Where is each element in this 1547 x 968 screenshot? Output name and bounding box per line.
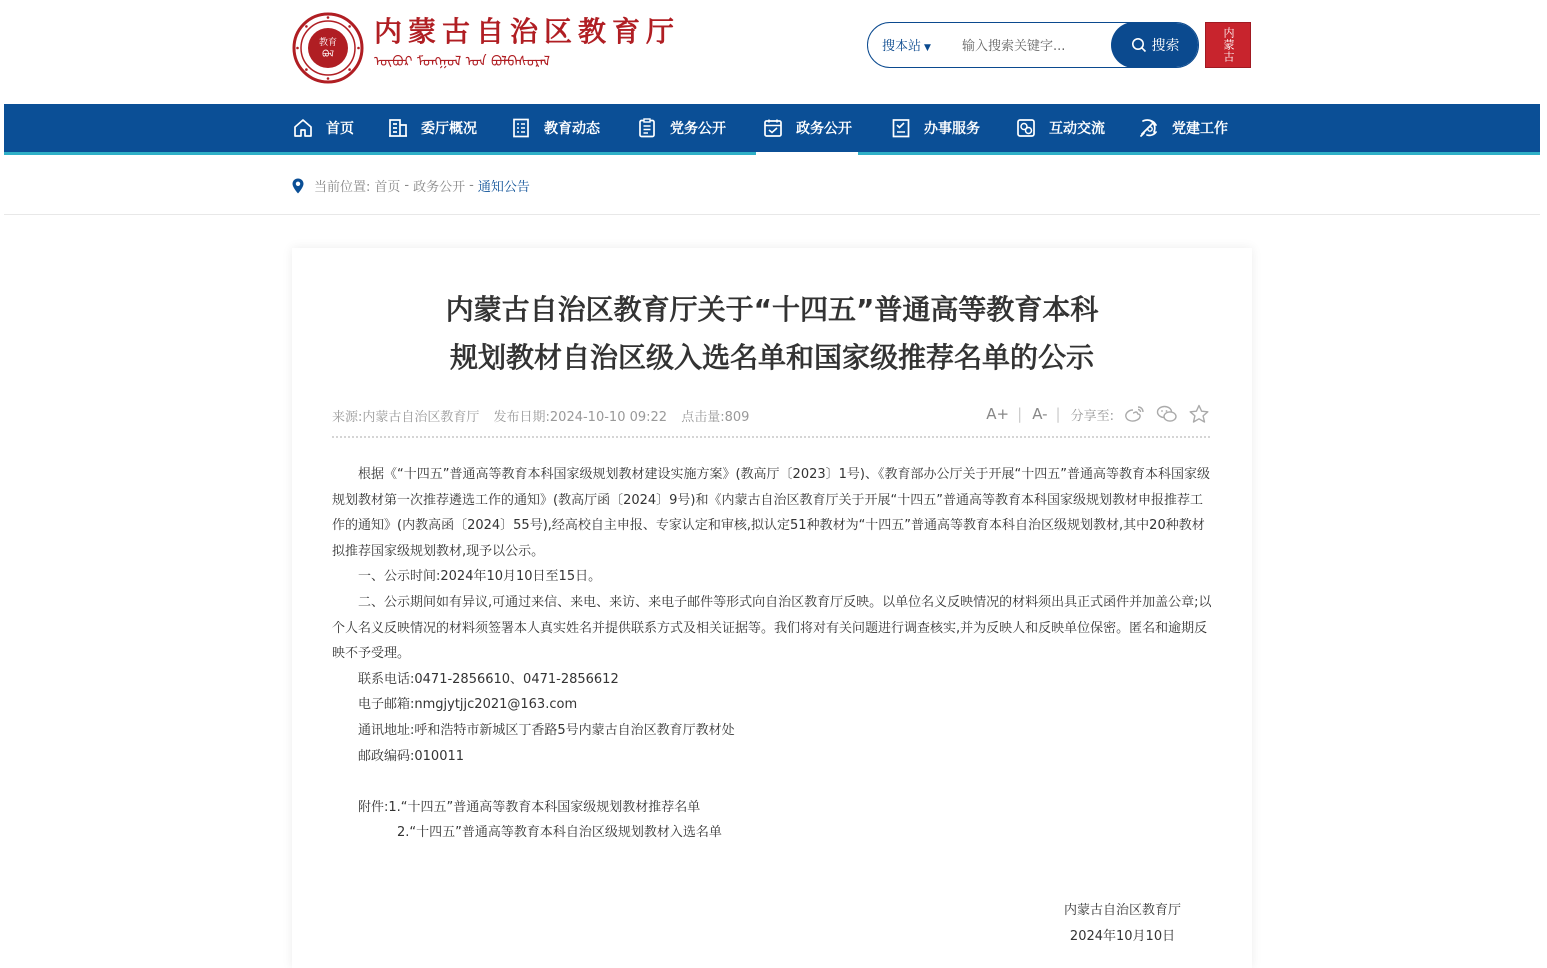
article-body xyxy=(332,462,1212,846)
nav-item-label: 首页 xyxy=(326,121,354,137)
paragraph: 二、公示期间如有异议,可通过来信、来电、来访、来电子邮件等形式向自治区教育厅反映。以单位名义反映情况的材料须出具正式函件并加盖公章;以个人名义反映情况的材料须签署本人真实姓名并提供联系方式及相关证据等。我们将对有关问题进行调查核实,并为反映人和反映单位保密。匿名和逾期反映不予受理。 xyxy=(332,594,1212,662)
nav-item-label: 办事服务 xyxy=(924,121,980,137)
search-box xyxy=(867,22,1199,68)
document-icon xyxy=(636,117,658,139)
contact-email: 电子邮箱:nmgjytjjc2021@163.com xyxy=(358,697,578,713)
mongolian-version-badge[interactable] xyxy=(1205,22,1251,68)
search-scope-label: 搜本站 xyxy=(882,39,922,54)
site-name: 内蒙古自治区教育厅 xyxy=(374,15,681,48)
nav-item-label: 教育动态 xyxy=(544,121,600,137)
article-date: 发布日期:2024-10-10 09:22 xyxy=(493,410,668,425)
attachment-link-1[interactable]: 附件:1.“十四五”普通高等教育本科国家级规划教材推荐名单 xyxy=(358,799,701,815)
share-label: 分享至: xyxy=(1070,408,1114,424)
font-decrease-button[interactable]: A- xyxy=(1032,405,1048,423)
search-icon xyxy=(1131,37,1147,53)
caret-down-icon: ▼ xyxy=(924,43,931,53)
font-increase-button[interactable]: A+ xyxy=(986,405,1010,423)
article-title-line2: 规划教材自治区级入选名单和国家级推荐名单的公示 xyxy=(449,341,1094,374)
nav-item-label: 政务公开 xyxy=(796,121,852,137)
nav-item-label: 党建工作 xyxy=(1172,121,1228,137)
breadcrumb-separator: - xyxy=(469,178,474,193)
article-tools xyxy=(976,404,1210,424)
party-icon xyxy=(1138,117,1160,139)
nav-item-party-affairs[interactable] xyxy=(636,104,726,152)
search-button[interactable] xyxy=(1111,22,1199,68)
contact-postcode: 邮政编码:010011 xyxy=(358,748,465,764)
site-name-mongolian: ᠦᠪᠦᠷ ᠮᠣᠩᠭᠣᠯ ᠤᠨ ᠪᠣᠯᠪᠠᠰᠤᠷᠠᠯ xyxy=(374,54,551,70)
signature xyxy=(1064,898,1181,950)
calendar-icon xyxy=(762,117,784,139)
paragraph: 根据《“十四五”普通高等教育本科国家级规划教材建设实施方案》(教高厅〔2023〕1号)、《教育部办公厅关于开展“十四五”普通高等教育本科国家级规划教材第一次推荐遴选工作的通知》(教高厅函〔2024〕9号)和《内蒙古自治区教育厅关于开展“十四五”普通高等教育本科国家级规划教材申报推荐工作的通知》(内教高函〔2024〕55号),经高校自主申报、专家认定和审核,拟认定51种教材为“十四五”普通高等教育本科自治区级规划教材,其中20种教材拟推荐国家级规划教材,现予以公示。 xyxy=(332,467,1210,559)
contact-address: 通讯地址:呼和浩特市新城区丁香路5号内蒙古自治区教育厅教材处 xyxy=(358,722,735,738)
nav-item-party-building[interactable] xyxy=(1138,104,1228,152)
nav-item-education-news[interactable] xyxy=(510,104,600,152)
article-source: 来源:内蒙古自治区教育厅 xyxy=(332,410,480,425)
building-icon xyxy=(387,117,409,139)
search-button-label: 搜索 xyxy=(1151,38,1180,54)
breadcrumb-prefix: 当前位置: xyxy=(314,180,371,195)
tools-separator: | xyxy=(1017,405,1023,423)
attachment-link-2[interactable]: 2.“十四五”普通高等教育本科自治区级规划教材入选名单 xyxy=(397,825,722,841)
article-title-line1: 内蒙古自治区教育厅关于“十四五”普通高等教育本科 xyxy=(445,293,1099,326)
svg-text:ᠪᠣᠯ: ᠪᠣᠯ xyxy=(322,50,334,60)
list-icon xyxy=(510,117,532,139)
mn-badge-label: 内蒙古 xyxy=(1222,27,1235,63)
contact-phone: 联系电话:0471-2856610、0471-2856612 xyxy=(358,671,619,687)
nav-item-overview[interactable] xyxy=(387,104,477,152)
seal-logo-icon xyxy=(292,12,364,84)
checklist-icon xyxy=(890,117,912,139)
nav-items xyxy=(292,104,1228,152)
header-divider xyxy=(4,214,1540,215)
article-hits: 点击量:809 xyxy=(681,410,750,425)
article-meta xyxy=(332,406,759,425)
nav-item-services[interactable] xyxy=(890,104,980,152)
weibo-share-icon[interactable] xyxy=(1124,404,1146,424)
nav-item-government-affairs[interactable] xyxy=(762,104,852,152)
search-scope-select[interactable] xyxy=(882,35,931,54)
article-title xyxy=(292,286,1252,382)
wechat-share-icon[interactable] xyxy=(1156,404,1178,424)
breadcrumb-home[interactable]: 首页 xyxy=(374,180,401,195)
breadcrumb-government-affairs[interactable]: 政务公开 xyxy=(413,180,466,195)
signature-date: 2024年10月10日 xyxy=(1069,929,1176,944)
chat-icon xyxy=(1015,117,1037,139)
site-logo[interactable] xyxy=(292,12,680,84)
nav-item-home[interactable] xyxy=(292,104,354,152)
nav-item-label: 党务公开 xyxy=(670,121,726,137)
site-header xyxy=(0,0,1547,104)
spacer xyxy=(332,769,1212,795)
nav-item-label: 互动交流 xyxy=(1049,121,1105,137)
breadcrumb-current[interactable]: 通知公告 xyxy=(477,180,530,195)
nav-item-interaction[interactable] xyxy=(1015,104,1105,152)
article-card xyxy=(292,248,1252,968)
meta-divider xyxy=(332,436,1210,438)
signature-org: 内蒙古自治区教育厅 xyxy=(1064,903,1182,918)
main-nav xyxy=(4,104,1540,155)
search-input[interactable] xyxy=(960,33,1114,59)
breadcrumb xyxy=(292,176,534,195)
svg-text:教育: 教育 xyxy=(318,38,338,48)
tools-separator: | xyxy=(1055,405,1061,423)
nav-item-label: 委厅概况 xyxy=(421,121,477,137)
favorite-star-icon[interactable] xyxy=(1188,404,1210,424)
breadcrumb-separator: - xyxy=(404,178,410,193)
home-icon xyxy=(292,117,314,139)
paragraph: 一、公示时间:2024年10月10日至15日。 xyxy=(358,569,602,585)
location-pin-icon xyxy=(292,178,304,194)
